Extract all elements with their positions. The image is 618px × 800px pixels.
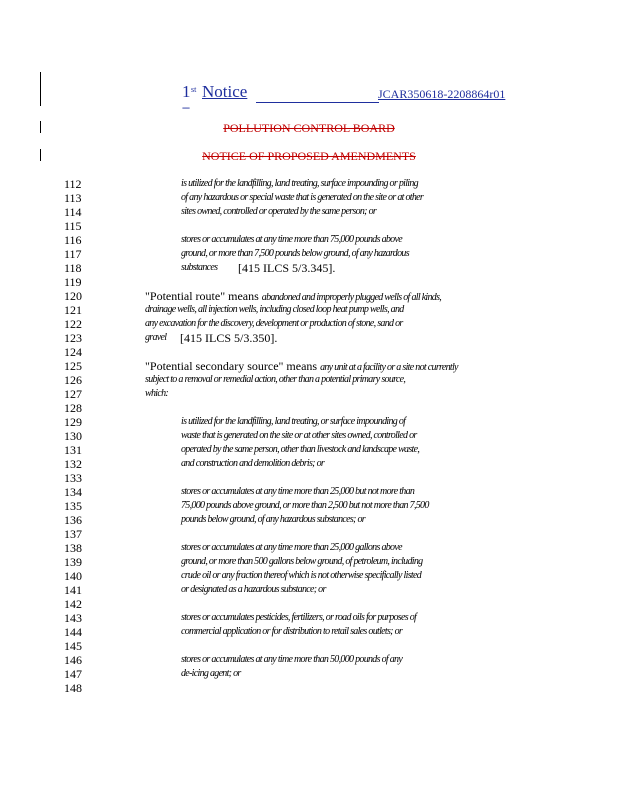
line-number: 139 (64, 555, 82, 569)
text-line: ground, or more than 7,500 pounds below ground, of any hazardous (181, 248, 409, 259)
text-line: stores or accumulates at any time more than 25,000 but not more than (181, 486, 415, 497)
line-number: 115 (64, 219, 82, 233)
header-code: JCAR350618-2208864r01 (378, 87, 506, 101)
line-number: 136 (64, 513, 82, 527)
line-number: 140 (64, 569, 82, 583)
line-number: 122 (64, 317, 82, 331)
defined-term: "Potential secondary source" means (145, 359, 321, 373)
citation (238, 261, 335, 276)
text-line: or designated as a hazardous substance; or (181, 584, 326, 595)
line-number: 133 (64, 471, 82, 485)
line-number: 137 (64, 527, 82, 541)
header-superscript: st (191, 85, 197, 94)
line-number: 148 (64, 681, 82, 695)
line-number: 121 (64, 303, 82, 317)
text-line: stores or accumulates at any time more than 50,000 pounds of any (181, 654, 403, 665)
line-number: 141 (64, 583, 82, 597)
text-line: ground, or more than 500 gallons below ground, of petroleum, including (181, 556, 423, 567)
text-line: gravel (145, 332, 167, 343)
defined-term: "Potential route" means (145, 289, 262, 303)
line-number: 129 (64, 415, 82, 429)
notice-type: NOTICE OF PROPOSED AMENDMENTS (202, 149, 416, 163)
line-number: 126 (64, 373, 82, 387)
header-title: Notice (202, 82, 248, 101)
text-line: stores or accumulates at any time more than 75,000 pounds above (181, 234, 402, 245)
definition-line (145, 359, 458, 374)
line-number: 114 (64, 205, 82, 219)
text-line: subject to a removal or remedial action, other than a potential primary source, (145, 374, 406, 385)
line-number: 119 (64, 275, 82, 289)
text-line: operated by the same person, other than livestock and landscape waste, (181, 444, 420, 455)
line-number: 147 (64, 667, 82, 681)
citation (180, 331, 277, 346)
text-line: de-icing agent; or (181, 668, 241, 679)
text-line: stores or accumulates at any time more than 25,000 gallons above (181, 542, 402, 553)
line-number: 113 (64, 191, 82, 205)
definition-text: abandoned and improperly plugged wells of all kinds, (261, 292, 442, 303)
line-number: 124 (64, 345, 82, 359)
line-number: 125 (64, 359, 82, 373)
line-number: 123 (64, 331, 82, 345)
line-number: 127 (64, 387, 82, 401)
line-number: 117 (64, 247, 82, 261)
board-name: POLLUTION CONTROL BOARD (223, 121, 395, 135)
text-line: stores or accumulates pesticides, fertilizers, or road oils for purposes of (181, 612, 417, 623)
line-number: 112 (64, 177, 82, 191)
line-number: 131 (64, 443, 82, 457)
document-header (182, 82, 522, 113)
citation-text: [415 ILCS 5/3.350]. (180, 331, 278, 345)
line-number: 134 (64, 485, 82, 499)
change-bar (40, 72, 41, 106)
header-underline (256, 102, 379, 103)
line-number: 118 (64, 261, 82, 275)
text-line: pounds below ground, of any hazardous substances; or (181, 514, 365, 525)
text-line: any excavation for the discovery, development or production of stone, sand or (145, 318, 403, 329)
text-line: and construction and demolition debris; or (181, 458, 325, 469)
text-line: of any hazardous or special waste that is generated on the site or at other (181, 192, 424, 203)
line-number: 143 (64, 611, 82, 625)
text-line: is utilized for the landfilling, land treating, surface impounding or piling (181, 178, 418, 189)
text-line: which: (145, 388, 169, 399)
line-number: 116 (64, 233, 82, 247)
line-number: 130 (64, 429, 82, 443)
text-line: is utilized for the landfilling, land treating, or surface impounding of (181, 416, 406, 427)
line-number: 144 (64, 625, 82, 639)
text-line: commercial application or for distribution to retail sales outlets; or (181, 626, 403, 637)
line-number: 138 (64, 541, 82, 555)
line-number: 146 (64, 653, 82, 667)
text-line: sites owned, controlled or operated by the same person; or (181, 206, 377, 217)
citation-text: [415 ILCS 5/3.345]. (238, 261, 336, 275)
line-number: 128 (64, 401, 82, 415)
header-number: 1 (182, 82, 191, 101)
line-number: 142 (64, 597, 82, 611)
text-line: 75,000 pounds above ground, or more than 2,500 but not more than 7,500 (181, 500, 429, 511)
line-number: 135 (64, 499, 82, 513)
line-number: 132 (64, 457, 82, 471)
header-dash-marks: == (182, 104, 190, 113)
line-number: 145 (64, 639, 82, 653)
text-line: crude oil or any fraction thereof which is not otherwise specifically listed (181, 570, 421, 581)
line-number: 120 (64, 289, 82, 303)
text-line: waste that is generated on the site or at other sites owned, controlled or (181, 430, 417, 441)
definition-text: any unit at a facility or a site not currently (320, 362, 458, 373)
text-line: substances (181, 262, 218, 273)
text-line: drainage wells, all injection wells, including closed loop heat pump wells, and (145, 304, 404, 315)
definition-line (145, 289, 441, 304)
